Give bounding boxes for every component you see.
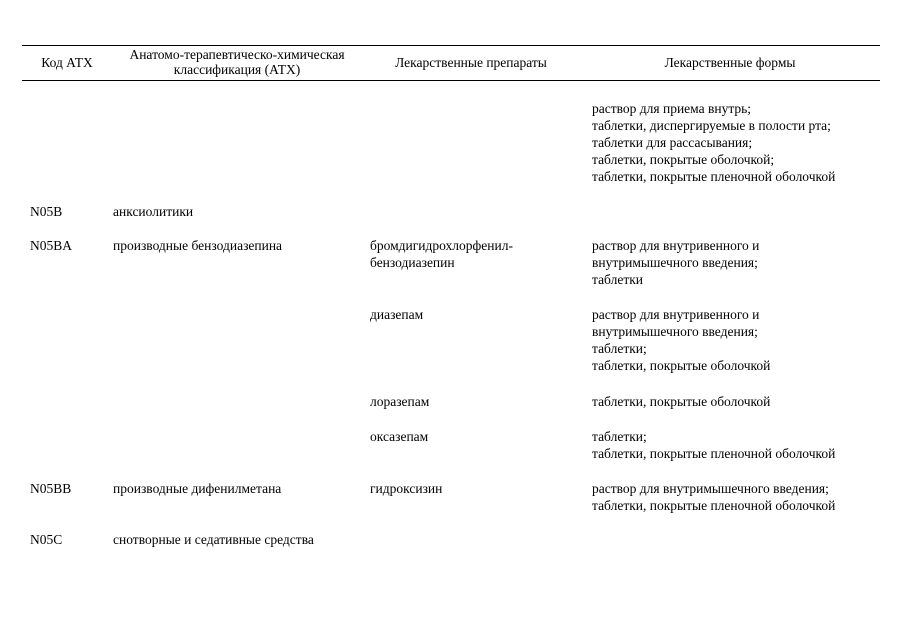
form-line: раствор для внутривенного и (592, 238, 760, 253)
form-line: таблетки (592, 272, 644, 287)
row-6-forms (592, 480, 835, 514)
header-code: Код АТХ (41, 55, 93, 70)
row-1-class: анксиолитики (113, 204, 194, 219)
row-5-drug: оксазепам (370, 429, 429, 444)
header-classification-line2: классификация (АТХ) (173, 62, 301, 77)
header-classification-line1: Анатомо-терапевтическо-химическая (129, 47, 345, 62)
form-line: внутримышечного введения; (592, 255, 758, 270)
form-line: таблетки, покрытые оболочкой (592, 358, 771, 373)
header-classification (112, 47, 362, 77)
drug-line: бромдигидрохлорфенил- (370, 238, 513, 253)
row-3-forms (592, 306, 770, 374)
form-line: таблетки, покрытые пленочной оболочкой (592, 169, 836, 184)
row-1-code: N05B (30, 204, 63, 219)
form-line: таблетки, диспергируемые в полости рта; (592, 118, 831, 133)
row-2-code: N05BA (30, 238, 73, 253)
row-0-forms (592, 100, 835, 185)
row-4-forms (592, 393, 770, 410)
row-2-class: производные бензодиазепина (113, 238, 283, 253)
form-line: таблетки, покрытые оболочкой (592, 394, 771, 409)
row-6-drug: гидроксизин (370, 481, 443, 496)
form-line: раствор для внутривенного и (592, 307, 760, 322)
form-line: таблетки, покрытые пленочной оболочкой (592, 446, 836, 461)
row-7-class: снотворные и седативные средства (113, 532, 314, 547)
form-line: раствор для приема внутрь; (592, 101, 752, 116)
drug-line: бензодиазепин (370, 255, 455, 270)
header-bottom-rule (22, 80, 880, 81)
row-4-drug: лоразепам (370, 394, 430, 409)
form-line: таблетки, покрытые пленочной оболочкой (592, 498, 836, 513)
row-7-code: N05C (30, 532, 63, 547)
row-6-code: N05BB (30, 481, 72, 496)
row-2-forms (592, 237, 759, 288)
row-6-class: производные дифенилметана (113, 481, 282, 496)
form-line: таблетки; (592, 341, 647, 356)
header-forms: Лекарственные формы (664, 55, 796, 70)
form-line: таблетки; (592, 429, 647, 444)
form-line: таблетки для рассасывания; (592, 135, 753, 150)
row-3-drug: диазепам (370, 307, 424, 322)
header-top-rule (22, 45, 880, 46)
form-line: таблетки, покрытые оболочкой; (592, 152, 775, 167)
row-5-forms (592, 428, 835, 462)
header-drugs: Лекарственные препараты (395, 55, 547, 70)
form-line: внутримышечного введения; (592, 324, 758, 339)
row-2-drug (370, 237, 513, 271)
form-line: раствор для внутримышечного введения; (592, 481, 829, 496)
